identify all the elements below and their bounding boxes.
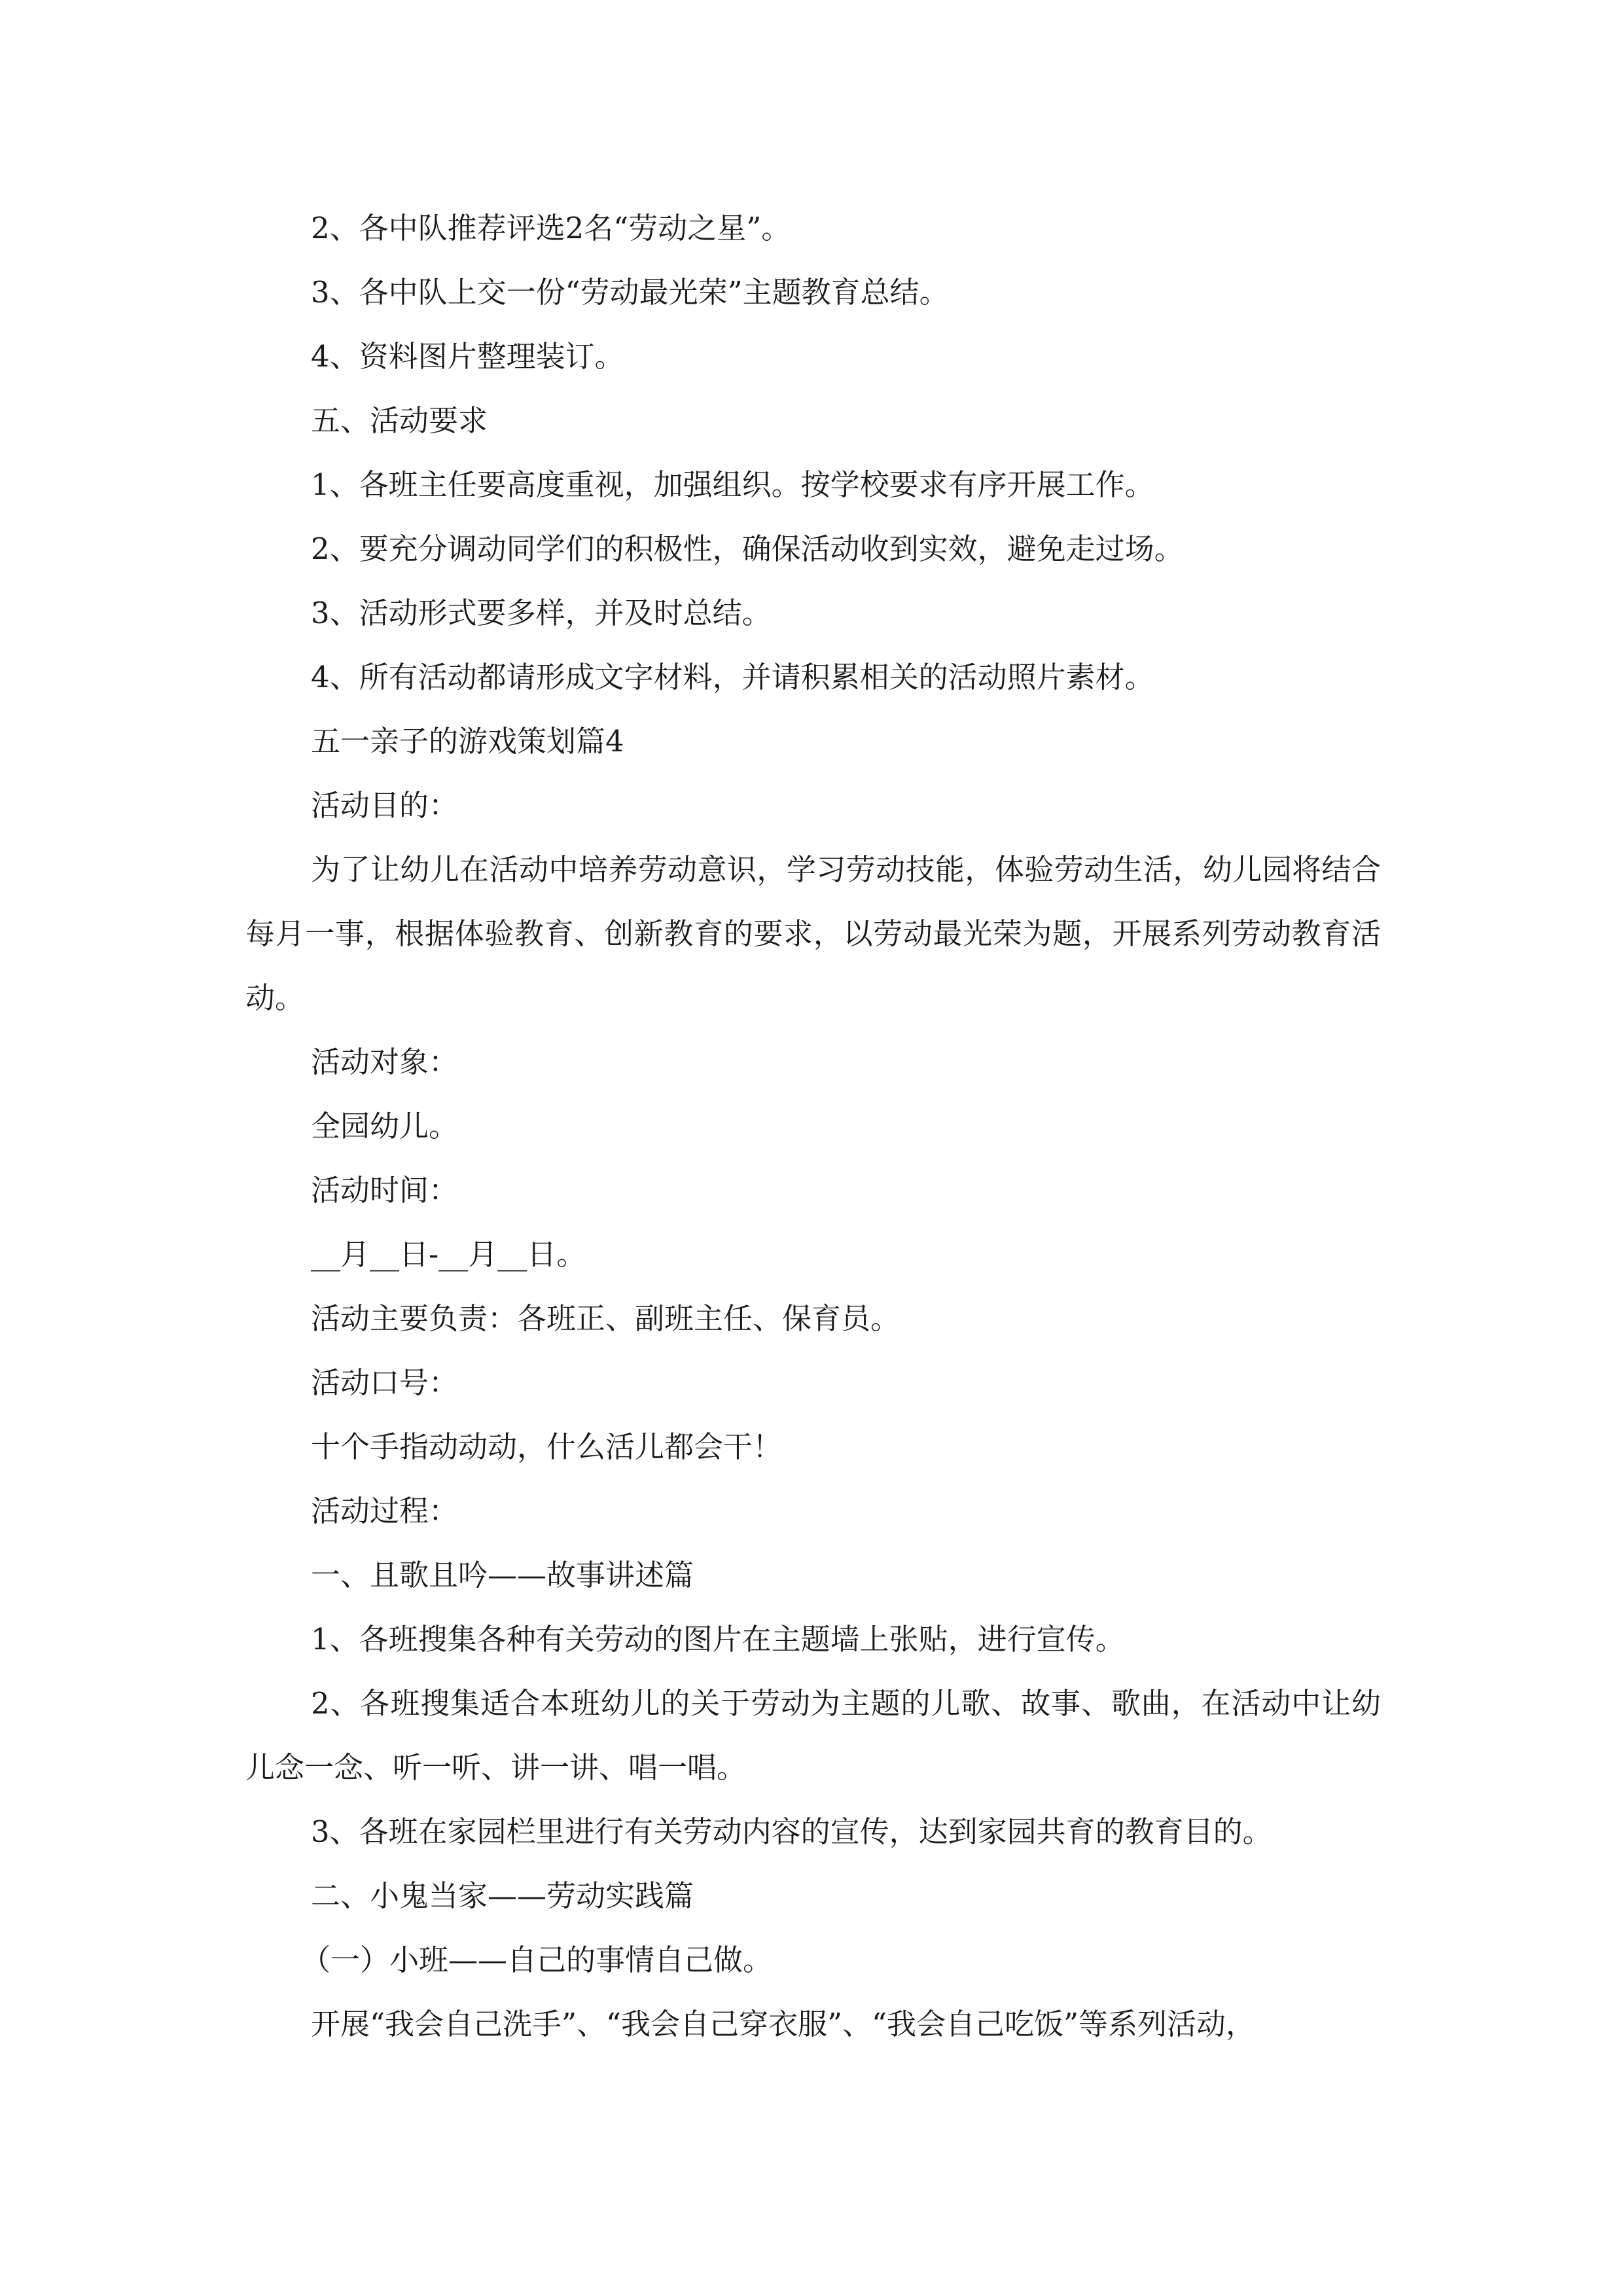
paragraph: 3、各班在家园栏里进行有关劳动内容的宣传，达到家园共育的教育目的。 [311, 1814, 1272, 1849]
paragraph: 十个手指动动动，什么活儿都会干！ [311, 1429, 783, 1464]
paragraph: __月__日-__月__日。 [311, 1237, 586, 1272]
document-body [245, 196, 1381, 2056]
section-heading: 活动时间： [311, 1173, 459, 1208]
paragraph: 3、各中队上交一份“劳动最光荣”主题教育总结。 [311, 275, 949, 310]
paragraph: 1、各班主任要高度重视，加强组织。按学校要求有序开展工作。 [311, 467, 1154, 502]
section-heading: 五、活动要求 [311, 403, 488, 438]
section-heading: 一、且歌且吟——故事讲述篇 [311, 1558, 694, 1592]
paragraph: 4、所有活动都请形成文字材料，并请积累相关的活动照片素材。 [311, 660, 1154, 694]
paragraph: 1、各班搜集各种有关劳动的图片在主题墙上张贴，进行宣传。 [311, 1622, 1125, 1657]
article-title: 五一亲子的游戏策划篇4 [311, 724, 624, 759]
paragraph: 开展“我会自己洗手”、“我会自己穿衣服”、“我会自己吃饭”等系列活动， [311, 2007, 1256, 2041]
paragraph: 2、要充分调动同学们的积极性，确保活动收到实效，避免走过场。 [311, 531, 1184, 566]
section-heading: 活动过程： [311, 1494, 459, 1528]
paragraph: 4、资料图片整理装订。 [311, 339, 624, 374]
section-heading: 活动对象： [311, 1045, 459, 1079]
paragraph: 2、各班搜集适合本班幼儿的关于劳动为主题的儿歌、故事、歌曲，在活动中让幼儿念一念、听一听、讲一讲、唱一唱。 [245, 1686, 1381, 1785]
section-heading: 二、小鬼当家——劳动实践篇 [311, 1878, 694, 1913]
section-heading: 活动目的： [311, 788, 459, 823]
paragraph: 为了让幼儿在活动中培养劳动意识，学习劳动技能，体验劳动生活，幼儿园将结合每月一事，根据体验教育、创新教育的要求，以劳动最光荣为题，开展系列劳动教育活动。 [245, 852, 1381, 1015]
paragraph: 活动主要负责：各班正、副班主任、保育员。 [311, 1301, 901, 1336]
paragraph: （一）小班——自己的事情自己做。 [301, 1943, 773, 1977]
section-heading: 活动口号： [311, 1365, 459, 1400]
paragraph: 3、活动形式要多样，并及时总结。 [311, 596, 772, 630]
paragraph: 2、各中队推荐评选2名“劳动之星”。 [311, 211, 791, 245]
paragraph: 全园幼儿。 [311, 1109, 459, 1143]
